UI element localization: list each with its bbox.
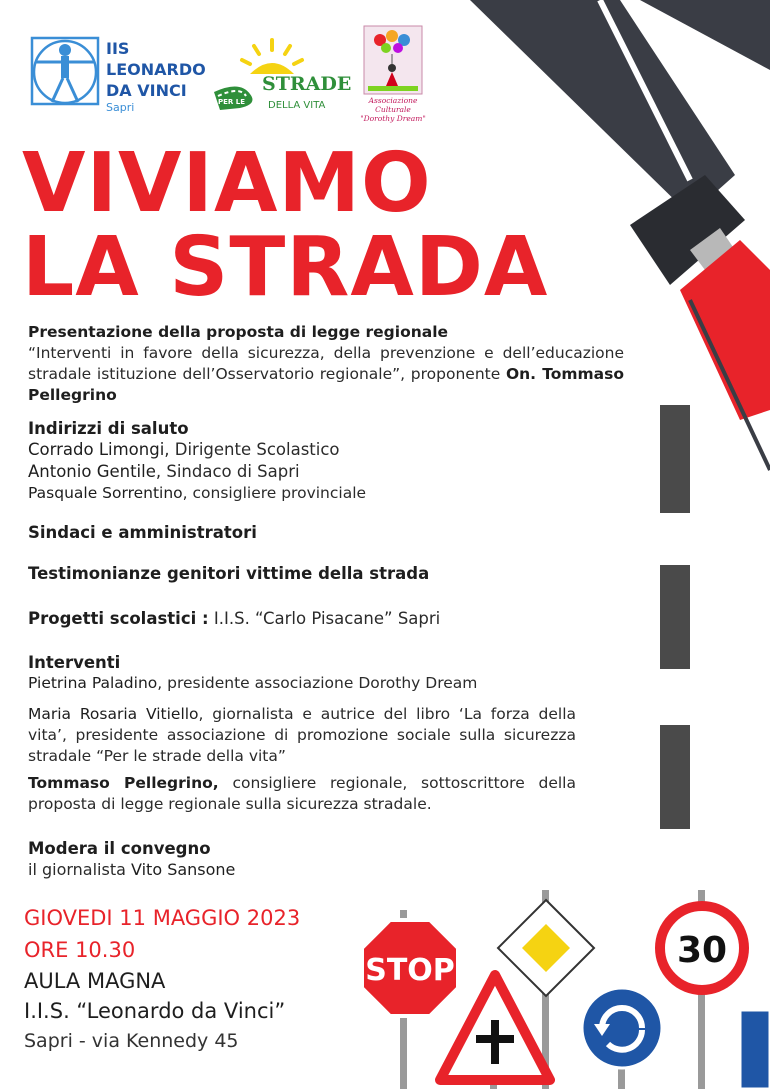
body-text: consigliere regionale, sottoscrittore della proposta di legge regionale sulla sicurezza stradale. xyxy=(28,774,576,813)
title-line: LA STRADA xyxy=(22,220,549,315)
section-heading: Presentazione della proposta di legge regionale xyxy=(28,323,449,341)
speed-limit-sign-icon xyxy=(660,906,744,990)
body-text: il giornalista xyxy=(28,860,131,879)
vitruvian-man-icon xyxy=(28,34,102,108)
leonardo-logo xyxy=(28,34,228,114)
logo-text: Sapri xyxy=(106,101,135,114)
person-name: Antonio Gentile xyxy=(28,462,156,481)
balloon-girl-icon xyxy=(364,26,422,94)
list-item xyxy=(28,673,576,694)
event-date: GIOVEDI 11 MAGGIO 2023 xyxy=(24,906,301,930)
person-name: Pietrina Paladino xyxy=(28,674,158,692)
list-item xyxy=(28,439,628,461)
person-role: , Sindaco di Sapri xyxy=(155,462,300,481)
logo-text: DELLA VITA xyxy=(268,100,326,111)
priority-road-sign-icon xyxy=(498,900,594,996)
body-text: , giornalista e autrice del libro ‘La forza della vita’, presidente associazione di promozione sociale sulla sicurezza stradale “Per le strade della vita” xyxy=(28,705,576,765)
logo-text: IIS xyxy=(106,39,130,58)
logo-text: PER LE xyxy=(218,98,245,106)
testimonies-section xyxy=(28,563,628,584)
event-info xyxy=(24,902,300,1056)
section-heading: Interventi xyxy=(28,653,121,672)
projects-line xyxy=(28,608,628,629)
list-item xyxy=(28,461,628,483)
info-sign-icon xyxy=(740,1010,770,1089)
person-name: Pasquale Sorrentino xyxy=(28,484,183,502)
body-text: , presidente associazione Dorothy Dream xyxy=(157,674,478,692)
section-heading: Indirizzi di saluto xyxy=(28,419,189,438)
list-item xyxy=(28,483,628,504)
person-role: , Dirigente Scolastico xyxy=(164,440,340,459)
lane-marking xyxy=(660,725,690,829)
roundabout-sign-icon xyxy=(582,988,662,1068)
event-school: I.I.S. “Leonardo da Vinci” xyxy=(24,999,286,1023)
stop-text: STOP xyxy=(365,953,455,988)
strade-della-vita-logo xyxy=(210,34,352,116)
speed-text: 30 xyxy=(676,930,728,971)
mayors-section xyxy=(28,522,628,543)
body-text: “Interventi in favore della sicurezza, della prevenzione e dell’educazione stradale istituzione dell’Osservatorio regionale”, proponente xyxy=(28,344,624,383)
stop-sign-icon xyxy=(362,920,458,1016)
sun-road-icon xyxy=(210,34,352,116)
list-item xyxy=(28,704,576,767)
projects-section xyxy=(28,608,628,629)
person-name: Maria Rosaria Vitiello xyxy=(28,705,199,723)
section-heading: Testimonianze genitori vittime della strada xyxy=(28,564,430,583)
logo-text: Associazione Culturale xyxy=(368,96,418,114)
logo-text: LEONARDO xyxy=(106,60,206,79)
person-name: Vito Sansone xyxy=(131,860,236,879)
section-heading: Modera il convegno xyxy=(28,839,211,858)
section-heading: Sindaci e amministratori xyxy=(28,523,257,542)
proposer-name: On. Tommaso Pellegrino xyxy=(28,365,625,404)
greetings-section xyxy=(28,418,628,504)
title-line: VIVIAMO xyxy=(22,136,432,231)
road-signs-illustration xyxy=(350,880,770,1089)
lane-marking xyxy=(660,565,690,669)
dorothy-dream-logo xyxy=(356,26,430,126)
body-text: I.I.S. “Carlo Pisacane” Sapri xyxy=(208,609,441,628)
event-time: ORE 10.30 xyxy=(24,938,136,962)
person-role: , consigliere provinciale xyxy=(182,484,367,502)
logo-text: "Dorothy Dream" xyxy=(360,114,426,123)
event-room: AULA MAGNA xyxy=(24,969,166,993)
page-title xyxy=(22,136,642,315)
event-address: Sapri - via Kennedy 45 xyxy=(24,1030,239,1052)
presentation-text xyxy=(28,343,624,406)
list-item xyxy=(28,773,576,815)
moderator-line xyxy=(28,859,628,880)
logo-text: DA VINCI xyxy=(106,81,187,100)
interventions-section xyxy=(28,652,576,815)
person-name: Tommaso Pellegrino, xyxy=(28,774,219,792)
presentation-section xyxy=(28,322,624,406)
section-heading: Progetti scolastici : xyxy=(28,609,209,628)
lane-marking xyxy=(660,405,690,513)
person-name: Corrado Limongi xyxy=(28,440,165,459)
logo-text: STRADE xyxy=(262,73,352,95)
moderator-section xyxy=(28,838,628,880)
